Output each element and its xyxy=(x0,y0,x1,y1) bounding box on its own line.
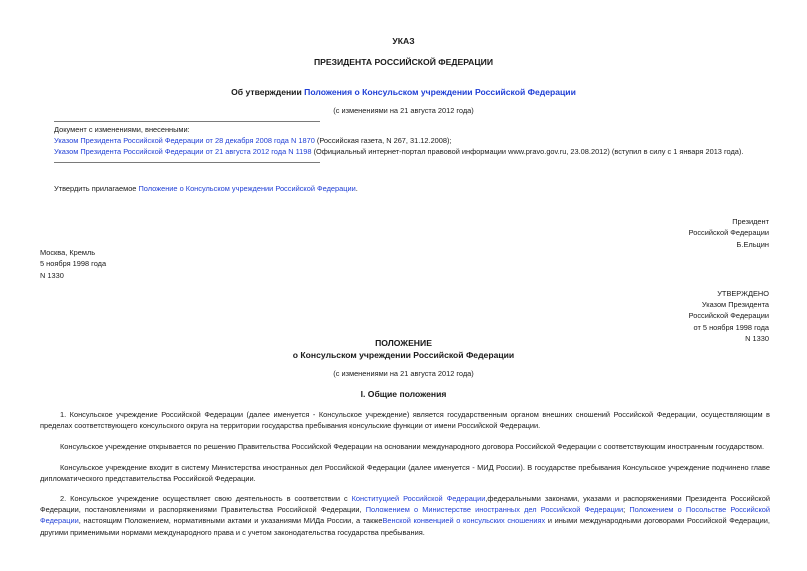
polozhenie-title: ПОЛОЖЕНИЕ xyxy=(375,338,432,348)
paragraph-4-text-e: и иными международными договорами Российской Федерации, другими применимыми нормами международного права и с учетом законодательства государства пребывания. xyxy=(40,516,770,537)
signature-name: Б.Ельцин xyxy=(736,239,769,249)
signature-org: Российской Федерации xyxy=(688,228,769,238)
changes-item-1-link[interactable]: Указом Президента Российской Федерации от 28 декабря 2008 года N 1870 xyxy=(54,136,315,145)
divider-bottom xyxy=(54,162,320,163)
paragraph-4-text-c: ; xyxy=(623,505,630,515)
decree-title-prefix: Об утверждении xyxy=(231,87,305,97)
changes-item-1-text: (Российская газета, N 267, 31.12.2008); xyxy=(314,136,452,145)
paragraph-1: 1. Консульское учреждение Российской Федерации (далее именуется - Консульское учреждение) является государственным органом внешних сношений Российской Федерации, осуществляющим в пределах соответствующего консульского округа на территории государства пребывания консульские функции от имени Российской Федерации. xyxy=(40,410,770,431)
decree-issuer: ПРЕЗИДЕНТА РОССИЙСКОЙ ФЕДЕРАЦИИ xyxy=(313,57,494,67)
vienna-convention-link[interactable]: Венской конвенцией о консульских сношениях xyxy=(382,516,546,526)
section-title: I. Общие положения xyxy=(360,389,447,399)
approved-block xyxy=(689,288,769,344)
decree-title-link[interactable]: Положения о Консульском учреждении Российской Федерации xyxy=(304,87,576,97)
changes-item-2-link[interactable]: Указом Президента Российской Федерации от 21 августа 2012 года N 1198 xyxy=(54,147,312,156)
paragraph-4-text-b: ,федеральными законами, указами и распоряжениями Президента Российской Федерации, постановлениями и распоряжениями Правительства Российской Федерации, xyxy=(40,494,770,515)
approve-line xyxy=(54,184,358,193)
decree-amended: (с изменениями на 21 августа 2012 года) xyxy=(333,106,474,115)
approved-stamp: УТВЕРЖДЕНО xyxy=(717,289,769,298)
decree-heading: УКАЗ xyxy=(392,36,415,46)
approved-number: N 1330 xyxy=(745,333,769,343)
place-date-block xyxy=(40,247,106,281)
number: N 1330 xyxy=(40,270,64,280)
date: 5 ноября 1998 года xyxy=(40,259,107,269)
changes-intro: Документ с изменениями, внесенными: xyxy=(54,125,190,134)
polozhenie-subtitle: о Консульском учреждении Российской Федерации xyxy=(292,350,515,360)
place: Москва, Кремль xyxy=(40,248,96,257)
polozhenie-amended: (с изменениями на 21 августа 2012 года) xyxy=(333,369,474,378)
decree-title xyxy=(0,87,807,97)
mfa-regulation-link[interactable]: Положением о Министерстве иностранных дел Российской Федерации xyxy=(365,505,624,515)
paragraph-4 xyxy=(40,493,770,538)
divider-top xyxy=(54,121,320,122)
approve-line-prefix: Утвердить прилагаемое xyxy=(54,184,139,193)
paragraph-4-text-d: , настоящим Положением, нормативными актами и указаниями МИДа России, а также xyxy=(78,516,383,526)
paragraph-3: Консульское учреждение входит в систему Министерства иностранных дел Российской Федерации (далее именуется - МИД России). В государстве пребывания Консульское учреждение подчинено главе дипломатического представительства Российской Федерации. xyxy=(40,463,770,484)
embassy-regulation-link[interactable]: Положением о Посольстве Российской Федерации xyxy=(40,505,771,526)
signature-block xyxy=(689,216,769,250)
approved-by: Указом Президента xyxy=(701,300,769,310)
approve-line-link[interactable]: Положение о Консульском учреждении Российской Федерации xyxy=(138,184,356,193)
signature-title: Президент xyxy=(732,217,769,226)
paragraph-4-text-a: 2. Консульское учреждение осуществляет свою деятельность в соответствии с xyxy=(60,494,352,503)
approved-date: от 5 ноября 1998 года xyxy=(693,322,769,332)
constitution-link[interactable]: Конституцией Российской Федерации xyxy=(351,494,486,503)
changes-item-2 xyxy=(54,147,743,156)
changes-item-1 xyxy=(54,136,452,145)
approved-org: Российской Федерации xyxy=(688,311,769,321)
approve-line-suffix: . xyxy=(355,184,358,193)
changes-item-2-text: (Официальный интернет-портал правовой информации www.pravo.gov.ru, 23.08.2012) (вступил в силу с 1 января 2013 года). xyxy=(311,147,744,156)
paragraph-2: Консульское учреждение открывается по решению Правительства Российской Федерации на основании международного договора Российской Федерации с соответствующим иностранным государством. xyxy=(60,442,765,451)
